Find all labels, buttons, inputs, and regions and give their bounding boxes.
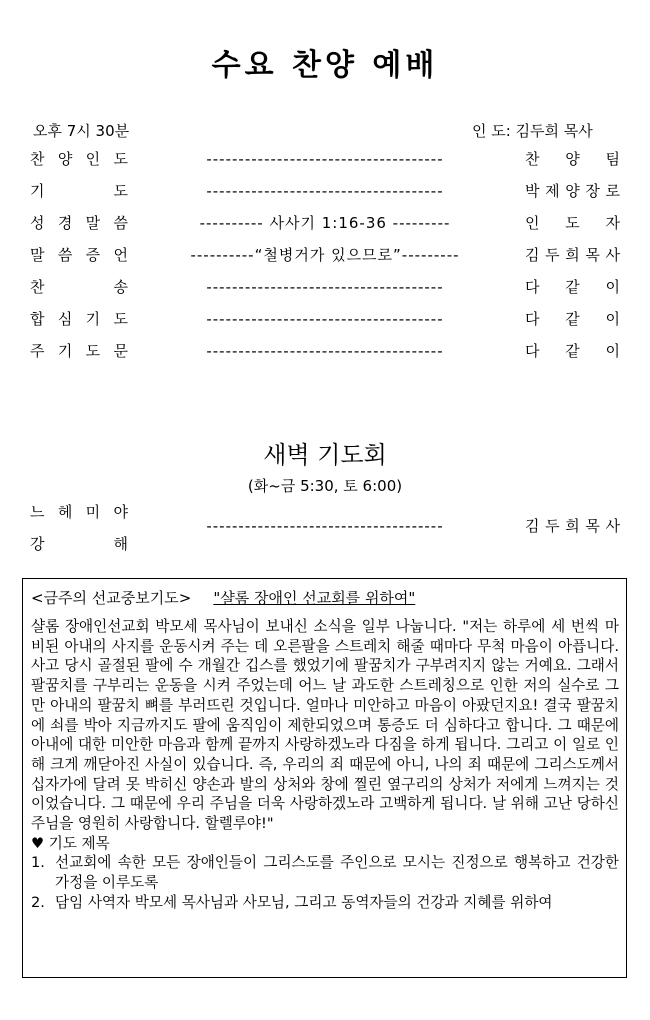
dawn-time: (화~금 5:30, 토 6:00) <box>247 477 403 495</box>
service-row-label <box>30 307 128 331</box>
person-char: 같 <box>565 342 580 360</box>
prayer-number: 1. <box>31 854 45 872</box>
person-char: 김 <box>525 517 540 535</box>
label-char: 느 <box>30 503 45 521</box>
service-row <box>30 243 620 267</box>
label-char: 문 <box>113 342 128 360</box>
label-char: 야 <box>113 503 128 521</box>
label-char: 주 <box>30 342 45 360</box>
person-char: 양 <box>565 150 580 168</box>
label-char: 강 <box>30 535 45 553</box>
person-char: 희 <box>565 517 580 535</box>
service-row <box>30 211 620 235</box>
person-char: 자 <box>605 214 620 232</box>
service-row-middle: ------------------------------------- <box>206 278 444 296</box>
label-char: 헤 <box>57 503 73 521</box>
label-char: 도 <box>113 182 128 200</box>
service-row-label <box>30 179 128 203</box>
person-char: 제 <box>545 182 560 200</box>
dawn-title: 새벽 기도회 <box>263 441 387 469</box>
mission-paragraph: 샬롬 장애인선교회 박모세 목사님이 보내신 소식을 일부 나눕니다. "저는 하루에 세 번씩 마비된 아내의 사지를 운동시켜 주는 데 오른팔을 스트레치 해줄 때마다 무척 마음이 아픕니다. 사고 당시 골절된 팔에 수 개월간 깁스를 했었기에 팔꿈치가 구부려지지 않는 거예요. 그래서 팔꿈치를 구부리는 운동을 시켜 주었는데 어느 날 과도한 스트레칭으로 인한 저의 실수로 그만 아내의 팔꿈치 뼈를 부러뜨린 것입니다. 얼마나 미안하고 마음이 아팠던지요! 결국 팔꿈치에 쇠를 박아 지금까지도 팔에 움직임이 제한되었으며 통증도 더 심하다고 합니다. 그 때문에 아내에 대한 미안한 마음과 함께 끝까지 사랑하겠노라 다짐을 하게 됩니다. 그리고 이 일로 인해 크게 깨닫아진 사실이 있습니다. 즉, 우리의 죄 때문에 아니, 나의 죄 때문에 그리스도께서 십자가에 달려 못 박히신 양손과 발의 상처와 창에 찔린 옆구리의 상처가 저에게 느껴지는 것이었습니다. 그 때문에 우리 주님을 더욱 사랑하겠노라 고백하게 됩니다. 날 위해 고난 당하신 주님을 영원히 사랑합니다. 할렐루야!" <box>31 618 619 833</box>
dawn-row <box>30 514 620 538</box>
dawn-leader <box>525 514 620 538</box>
service-row <box>30 179 620 203</box>
label-char: 찬 <box>30 150 45 168</box>
mission-box <box>22 578 627 978</box>
mission-body <box>31 617 619 913</box>
person-char: 이 <box>605 342 620 360</box>
person-char: 두 <box>545 517 560 535</box>
service-row-label <box>30 211 128 235</box>
service-title: 수요 찬양 예배 <box>211 48 439 83</box>
person-char: 목 <box>585 517 600 535</box>
label-char: 성 <box>30 214 45 232</box>
service-row-label <box>30 275 128 299</box>
dawn-dashes: ------------------------------------- <box>206 517 444 535</box>
service-leader: 인 도: 김두희 목사 <box>472 122 593 140</box>
label-char: 경 <box>57 214 73 232</box>
label-char: 씀 <box>113 214 128 232</box>
label-char: 기 <box>30 182 45 200</box>
service-row-middle: ------------------------------------- <box>206 342 444 360</box>
service-row-person <box>525 147 620 171</box>
person-char: 로 <box>605 182 620 200</box>
label-char: 증 <box>85 246 101 264</box>
prayer-list <box>31 853 619 912</box>
service-row-middle: ------------------------------------- <box>206 150 444 168</box>
service-time: 오후 7시 30분 <box>33 122 130 140</box>
person-char: 도 <box>565 214 580 232</box>
label-char: 심 <box>57 310 73 328</box>
prayer-text: 담임 사역자 박모세 목사님과 사모님, 그리고 동역자들의 건강과 지혜를 위하여 <box>55 893 553 911</box>
person-char: 장 <box>585 182 600 200</box>
service-row <box>30 275 620 299</box>
service-row-person <box>525 339 620 363</box>
person-char: 사 <box>605 246 620 264</box>
person-char: 같 <box>565 278 580 296</box>
service-row-person <box>525 179 620 203</box>
person-char: 박 <box>525 182 540 200</box>
person-char: 찬 <box>525 150 540 168</box>
label-char: 인 <box>85 150 101 168</box>
label-char: 찬 <box>30 278 45 296</box>
person-char: 다 <box>525 342 540 360</box>
person-char: 이 <box>605 278 620 296</box>
person-char: 다 <box>525 278 540 296</box>
label-char: 양 <box>57 150 73 168</box>
mission-heading: <금주의 선교중보기도> <box>31 589 192 607</box>
service-row <box>30 339 620 363</box>
label-char: 송 <box>113 278 128 296</box>
label-char: 해 <box>113 535 128 553</box>
prayer-text: 선교회에 속한 모든 장애인들이 그리스도를 주인으로 모시는 진정으로 행복하고 건강한 가정을 이루도록 <box>55 854 619 892</box>
label-char: 말 <box>30 246 45 264</box>
service-row-person <box>525 307 620 331</box>
label-char: 미 <box>85 503 101 521</box>
label-char: 기 <box>57 342 73 360</box>
person-char: 이 <box>605 310 620 328</box>
person-char: 팀 <box>605 150 620 168</box>
service-row <box>30 307 620 331</box>
label-char: 합 <box>30 310 45 328</box>
label-char: 도 <box>113 310 128 328</box>
mission-subheading: "샬롬 장애인 선교회를 위하여" <box>213 589 416 607</box>
service-row-middle: ----------“철병거가 있으므로”--------- <box>190 246 460 264</box>
service-row-middle: ------------------------------------- <box>206 182 444 200</box>
service-row-person <box>525 211 620 235</box>
person-char: 김 <box>525 246 540 264</box>
person-char: 사 <box>605 517 620 535</box>
service-row <box>30 147 620 171</box>
person-char: 다 <box>525 310 540 328</box>
label-char: 말 <box>85 214 101 232</box>
prayer-number: 2. <box>31 893 45 911</box>
service-row-label <box>30 243 128 267</box>
person-char: 두 <box>545 246 560 264</box>
label-char: 기 <box>85 310 101 328</box>
person-char: 인 <box>525 214 540 232</box>
service-row-person <box>525 243 620 267</box>
label-char: 씀 <box>57 246 73 264</box>
person-char: 희 <box>565 246 580 264</box>
prayer-item <box>31 853 619 892</box>
label-char: 도 <box>85 342 101 360</box>
prayer-title: ♥ 기도 제목 <box>31 834 110 852</box>
person-char: 목 <box>585 246 600 264</box>
service-row-label <box>30 147 128 171</box>
service-row-person <box>525 275 620 299</box>
service-row-middle: ------------------------------------- <box>206 310 444 328</box>
label-char: 도 <box>113 150 128 168</box>
label-char: 언 <box>113 246 128 264</box>
person-char: 양 <box>565 182 580 200</box>
person-char: 같 <box>565 310 580 328</box>
mission-header <box>31 587 415 608</box>
service-row-middle: ---------- 사사기 1:16-36 --------- <box>199 214 451 232</box>
service-row-label <box>30 339 128 363</box>
prayer-item <box>31 893 619 913</box>
